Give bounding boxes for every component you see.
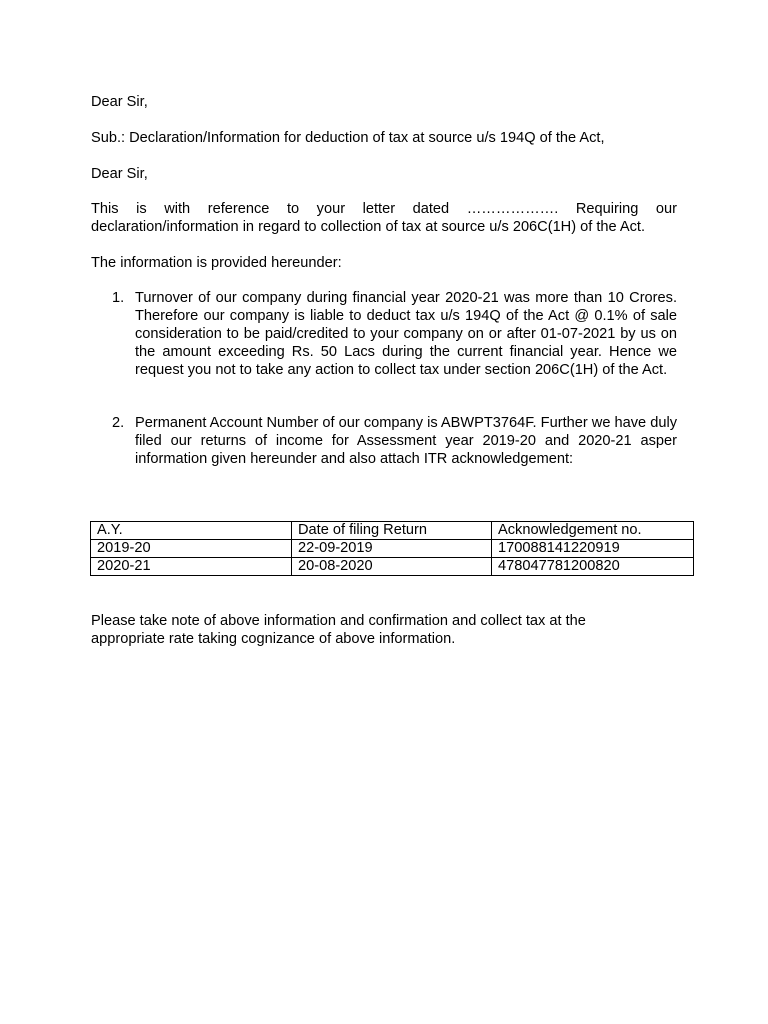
list-item-number: 2. bbox=[112, 415, 125, 431]
salutation-top: Dear Sir, bbox=[91, 94, 148, 110]
table-row bbox=[91, 558, 694, 576]
cell-ack: 478047781200820 bbox=[492, 558, 694, 576]
table-row bbox=[91, 540, 694, 558]
cell-date: 20-08-2020 bbox=[292, 558, 492, 576]
cell-ack: 170088141220919 bbox=[492, 540, 694, 558]
salutation: Dear Sir, bbox=[91, 166, 148, 182]
list-item-number: 1. bbox=[112, 290, 125, 306]
intro-line: The information is provided hereunder: bbox=[91, 255, 342, 271]
header-date-of-filing: Date of filing Return bbox=[292, 522, 492, 540]
header-acknowledgement-no: Acknowledgement no. bbox=[492, 522, 694, 540]
list-item-text: Turnover of our company during financial year 2020-21 was more than 10 Crores. Therefore our company is liable to deduct tax u/s 194Q of the Act @ 0.1% of sale consideration to be paid/credited to your company on or after 01-07-2021 by us on the amount exceeding Rs. 50 Lacs during the current financial year. Hence we request you not to take any action to collect tax under section 206C(1H) of the Act. bbox=[135, 290, 677, 378]
table-header-row bbox=[91, 522, 694, 540]
filing-table bbox=[90, 521, 694, 576]
subject-line: Sub.: Declaration/Information for deduction of tax at source u/s 194Q of the Act, bbox=[91, 130, 605, 146]
header-ay: A.Y. bbox=[91, 522, 292, 540]
reference-paragraph: This is with reference to your letter dated ………………. Requiring our declaration/information in regard to collection of tax at source u/s 206C(1H) of the Act. bbox=[91, 201, 677, 235]
cell-ay: 2020-21 bbox=[91, 558, 292, 576]
closing-paragraph: Please take note of above information and confirmation and collect tax at the appropriate rate taking cognizance of above information. bbox=[91, 613, 586, 647]
list-item-text: Permanent Account Number of our company is ABWPT3764F. Further we have duly filed our returns of income for Assessment year 2019-20 and 2020-21 asper information given hereunder and also attach ITR acknowledgement: bbox=[135, 415, 677, 467]
cell-date: 22-09-2019 bbox=[292, 540, 492, 558]
cell-ay: 2019-20 bbox=[91, 540, 292, 558]
